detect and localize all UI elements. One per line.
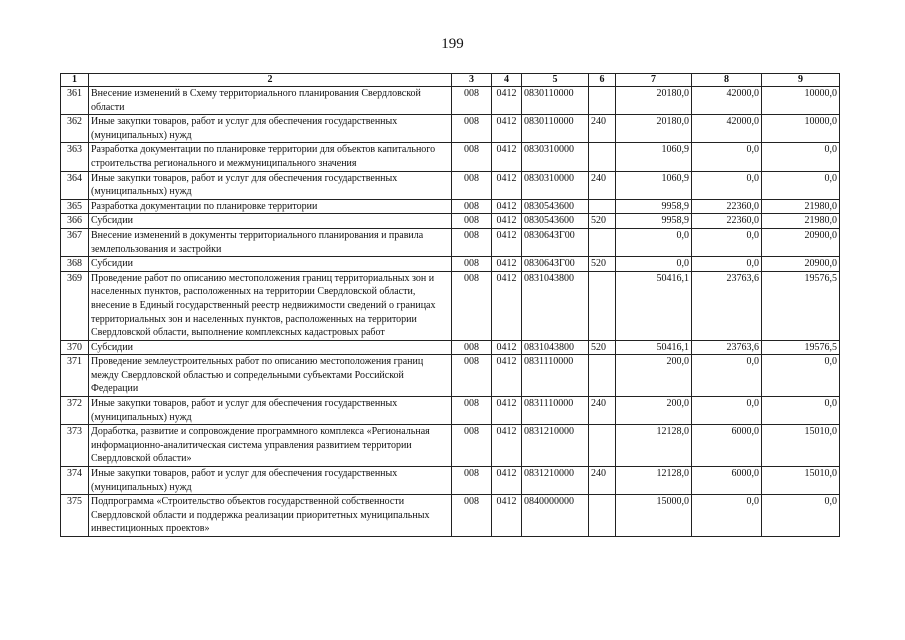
item-name: Субсидии bbox=[89, 257, 452, 272]
amount-col-9: 0,0 bbox=[762, 171, 840, 199]
target-article-code: 0830310000 bbox=[522, 171, 589, 199]
row-number: 363 bbox=[61, 143, 89, 171]
amount-col-8: 42000,0 bbox=[692, 115, 762, 143]
grbs-code: 008 bbox=[452, 495, 492, 537]
amount-col-9: 10000,0 bbox=[762, 87, 840, 115]
item-name: Субсидии bbox=[89, 340, 452, 355]
target-article-code: 0831043800 bbox=[522, 271, 589, 340]
expense-type-code: 520 bbox=[589, 214, 616, 229]
item-name: Иные закупки товаров, работ и услуг для обеспечения государственных (муниципальных) нужд bbox=[89, 467, 452, 495]
expense-type-code: 520 bbox=[589, 257, 616, 272]
target-article-code: 083064ЗГ00 bbox=[522, 228, 589, 256]
expense-type-code: 240 bbox=[589, 467, 616, 495]
amount-col-8: 0,0 bbox=[692, 228, 762, 256]
grbs-code: 008 bbox=[452, 171, 492, 199]
grbs-code: 008 bbox=[452, 355, 492, 397]
amount-col-8: 42000,0 bbox=[692, 87, 762, 115]
target-article-code: 0830310000 bbox=[522, 143, 589, 171]
table-row bbox=[61, 271, 840, 340]
column-header: 9 bbox=[762, 74, 840, 87]
expense-type-code bbox=[589, 228, 616, 256]
section-code: 0412 bbox=[492, 228, 522, 256]
section-code: 0412 bbox=[492, 495, 522, 537]
expense-type-code bbox=[589, 425, 616, 467]
amount-col-7: 9958,9 bbox=[616, 199, 692, 214]
table-row bbox=[61, 171, 840, 199]
row-number: 367 bbox=[61, 228, 89, 256]
row-number: 368 bbox=[61, 257, 89, 272]
section-code: 0412 bbox=[492, 143, 522, 171]
amount-col-8: 23763,6 bbox=[692, 340, 762, 355]
amount-col-8: 0,0 bbox=[692, 257, 762, 272]
amount-col-9: 21980,0 bbox=[762, 214, 840, 229]
grbs-code: 008 bbox=[452, 271, 492, 340]
column-header: 7 bbox=[616, 74, 692, 87]
expense-type-code bbox=[589, 355, 616, 397]
column-header: 4 bbox=[492, 74, 522, 87]
expense-type-code: 240 bbox=[589, 115, 616, 143]
amount-col-7: 12128,0 bbox=[616, 425, 692, 467]
grbs-code: 008 bbox=[452, 257, 492, 272]
amount-col-8: 0,0 bbox=[692, 397, 762, 425]
amount-col-7: 0,0 bbox=[616, 228, 692, 256]
row-number: 372 bbox=[61, 397, 89, 425]
column-header: 5 bbox=[522, 74, 589, 87]
item-name: Иные закупки товаров, работ и услуг для обеспечения государственных (муниципальных) нужд bbox=[89, 397, 452, 425]
grbs-code: 008 bbox=[452, 87, 492, 115]
amount-col-8: 6000,0 bbox=[692, 425, 762, 467]
table-row bbox=[61, 355, 840, 397]
amount-col-7: 1060,9 bbox=[616, 143, 692, 171]
grbs-code: 008 bbox=[452, 340, 492, 355]
amount-col-9: 20900,0 bbox=[762, 257, 840, 272]
target-article-code: 0830110000 bbox=[522, 115, 589, 143]
table-row bbox=[61, 257, 840, 272]
target-article-code: 083064ЗГ00 bbox=[522, 257, 589, 272]
item-name: Субсидии bbox=[89, 214, 452, 229]
amount-col-8: 23763,6 bbox=[692, 271, 762, 340]
section-code: 0412 bbox=[492, 257, 522, 272]
page-number: 199 bbox=[441, 36, 464, 52]
expense-type-code bbox=[589, 495, 616, 537]
amount-col-9: 20900,0 bbox=[762, 228, 840, 256]
item-name: Проведение землеустроительных работ по описанию местоположения границ между Свердловской областью и сопредельными субъектами Российской Федерации bbox=[89, 355, 452, 397]
row-number: 375 bbox=[61, 495, 89, 537]
table-row bbox=[61, 467, 840, 495]
row-number: 370 bbox=[61, 340, 89, 355]
column-header: 8 bbox=[692, 74, 762, 87]
amount-col-9: 10000,0 bbox=[762, 115, 840, 143]
target-article-code: 0840000000 bbox=[522, 495, 589, 537]
amount-col-9: 0,0 bbox=[762, 143, 840, 171]
amount-col-9: 21980,0 bbox=[762, 199, 840, 214]
amount-col-7: 200,0 bbox=[616, 397, 692, 425]
target-article-code: 0831110000 bbox=[522, 355, 589, 397]
target-article-code: 0830543600 bbox=[522, 199, 589, 214]
table-row bbox=[61, 214, 840, 229]
amount-col-9: 19576,5 bbox=[762, 271, 840, 340]
section-code: 0412 bbox=[492, 355, 522, 397]
grbs-code: 008 bbox=[452, 143, 492, 171]
section-code: 0412 bbox=[492, 340, 522, 355]
target-article-code: 0831043800 bbox=[522, 340, 589, 355]
item-name: Разработка документации по планировке территории для объектов капитального строительства регионального и межмуниципального значения bbox=[89, 143, 452, 171]
grbs-code: 008 bbox=[452, 397, 492, 425]
header-row bbox=[61, 74, 840, 87]
expense-type-code bbox=[589, 87, 616, 115]
item-name: Внесение изменений в Схему территориального планирования Свердловской области bbox=[89, 87, 452, 115]
amount-col-7: 15000,0 bbox=[616, 495, 692, 537]
expense-type-code: 520 bbox=[589, 340, 616, 355]
column-header: 3 bbox=[452, 74, 492, 87]
row-number: 361 bbox=[61, 87, 89, 115]
amount-col-7: 0,0 bbox=[616, 257, 692, 272]
row-number: 365 bbox=[61, 199, 89, 214]
row-number: 374 bbox=[61, 467, 89, 495]
amount-col-8: 0,0 bbox=[692, 143, 762, 171]
section-code: 0412 bbox=[492, 425, 522, 467]
section-code: 0412 bbox=[492, 87, 522, 115]
table-row bbox=[61, 87, 840, 115]
expense-type-code: 240 bbox=[589, 397, 616, 425]
amount-col-8: 0,0 bbox=[692, 171, 762, 199]
table-row bbox=[61, 115, 840, 143]
section-code: 0412 bbox=[492, 199, 522, 214]
amount-col-9: 19576,5 bbox=[762, 340, 840, 355]
amount-col-9: 0,0 bbox=[762, 397, 840, 425]
section-code: 0412 bbox=[492, 467, 522, 495]
amount-col-9: 15010,0 bbox=[762, 467, 840, 495]
item-name: Проведение работ по описанию местоположения границ территориальных зон и населенных пунктов, расположенных на территории Свердловской области, внесение в Единый государственный реестр недвижимости сведений о границах территориальных зон и населенных пунктов, расположенных на территории Свердловской области, выполнение комплексных кадастровых работ bbox=[89, 271, 452, 340]
grbs-code: 008 bbox=[452, 199, 492, 214]
item-name: Доработка, развитие и сопровождение программного комплекса «Региональная информационно-аналитическая система управления развитием территории Свердловской области» bbox=[89, 425, 452, 467]
item-name: Иные закупки товаров, работ и услуг для обеспечения государственных (муниципальных) нужд bbox=[89, 115, 452, 143]
section-code: 0412 bbox=[492, 214, 522, 229]
table-row bbox=[61, 495, 840, 537]
amount-col-7: 12128,0 bbox=[616, 467, 692, 495]
grbs-code: 008 bbox=[452, 228, 492, 256]
item-name: Разработка документации по планировке территории bbox=[89, 199, 452, 214]
target-article-code: 0830543600 bbox=[522, 214, 589, 229]
grbs-code: 008 bbox=[452, 115, 492, 143]
budget-table bbox=[60, 73, 840, 537]
target-article-code: 0831210000 bbox=[522, 467, 589, 495]
row-number: 364 bbox=[61, 171, 89, 199]
item-name: Иные закупки товаров, работ и услуг для обеспечения государственных (муниципальных) нужд bbox=[89, 171, 452, 199]
amount-col-8: 22360,0 bbox=[692, 214, 762, 229]
amount-col-7: 1060,9 bbox=[616, 171, 692, 199]
section-code: 0412 bbox=[492, 397, 522, 425]
amount-col-7: 200,0 bbox=[616, 355, 692, 397]
table-row bbox=[61, 199, 840, 214]
row-number: 373 bbox=[61, 425, 89, 467]
table-row bbox=[61, 340, 840, 355]
grbs-code: 008 bbox=[452, 467, 492, 495]
section-code: 0412 bbox=[492, 115, 522, 143]
amount-col-7: 50416,1 bbox=[616, 340, 692, 355]
column-header: 6 bbox=[589, 74, 616, 87]
amount-col-8: 0,0 bbox=[692, 495, 762, 537]
row-number: 369 bbox=[61, 271, 89, 340]
column-header: 1 bbox=[61, 74, 89, 87]
expense-type-code: 240 bbox=[589, 171, 616, 199]
amount-col-9: 0,0 bbox=[762, 495, 840, 537]
table-row bbox=[61, 425, 840, 467]
table-row bbox=[61, 397, 840, 425]
column-header: 2 bbox=[89, 74, 452, 87]
target-article-code: 0831110000 bbox=[522, 397, 589, 425]
section-code: 0412 bbox=[492, 171, 522, 199]
grbs-code: 008 bbox=[452, 425, 492, 467]
item-name: Внесение изменений в документы территориального планирования и правила землепользования и застройки bbox=[89, 228, 452, 256]
amount-col-8: 6000,0 bbox=[692, 467, 762, 495]
table-row bbox=[61, 228, 840, 256]
table-body bbox=[61, 87, 840, 537]
amount-col-7: 9958,9 bbox=[616, 214, 692, 229]
amount-col-9: 15010,0 bbox=[762, 425, 840, 467]
amount-col-7: 20180,0 bbox=[616, 115, 692, 143]
amount-col-8: 0,0 bbox=[692, 355, 762, 397]
item-name: Подпрограмма «Строительство объектов государственной собственности Свердловской области и поддержка реализации приоритетных муниципальных инвестиционных проектов» bbox=[89, 495, 452, 537]
amount-col-8: 22360,0 bbox=[692, 199, 762, 214]
grbs-code: 008 bbox=[452, 214, 492, 229]
target-article-code: 0831210000 bbox=[522, 425, 589, 467]
table-row bbox=[61, 143, 840, 171]
target-article-code: 0830110000 bbox=[522, 87, 589, 115]
row-number: 371 bbox=[61, 355, 89, 397]
row-number: 362 bbox=[61, 115, 89, 143]
amount-col-9: 0,0 bbox=[762, 355, 840, 397]
row-number: 366 bbox=[61, 214, 89, 229]
expense-type-code bbox=[589, 143, 616, 171]
amount-col-7: 20180,0 bbox=[616, 87, 692, 115]
expense-type-code bbox=[589, 199, 616, 214]
section-code: 0412 bbox=[492, 271, 522, 340]
amount-col-7: 50416,1 bbox=[616, 271, 692, 340]
expense-type-code bbox=[589, 271, 616, 340]
